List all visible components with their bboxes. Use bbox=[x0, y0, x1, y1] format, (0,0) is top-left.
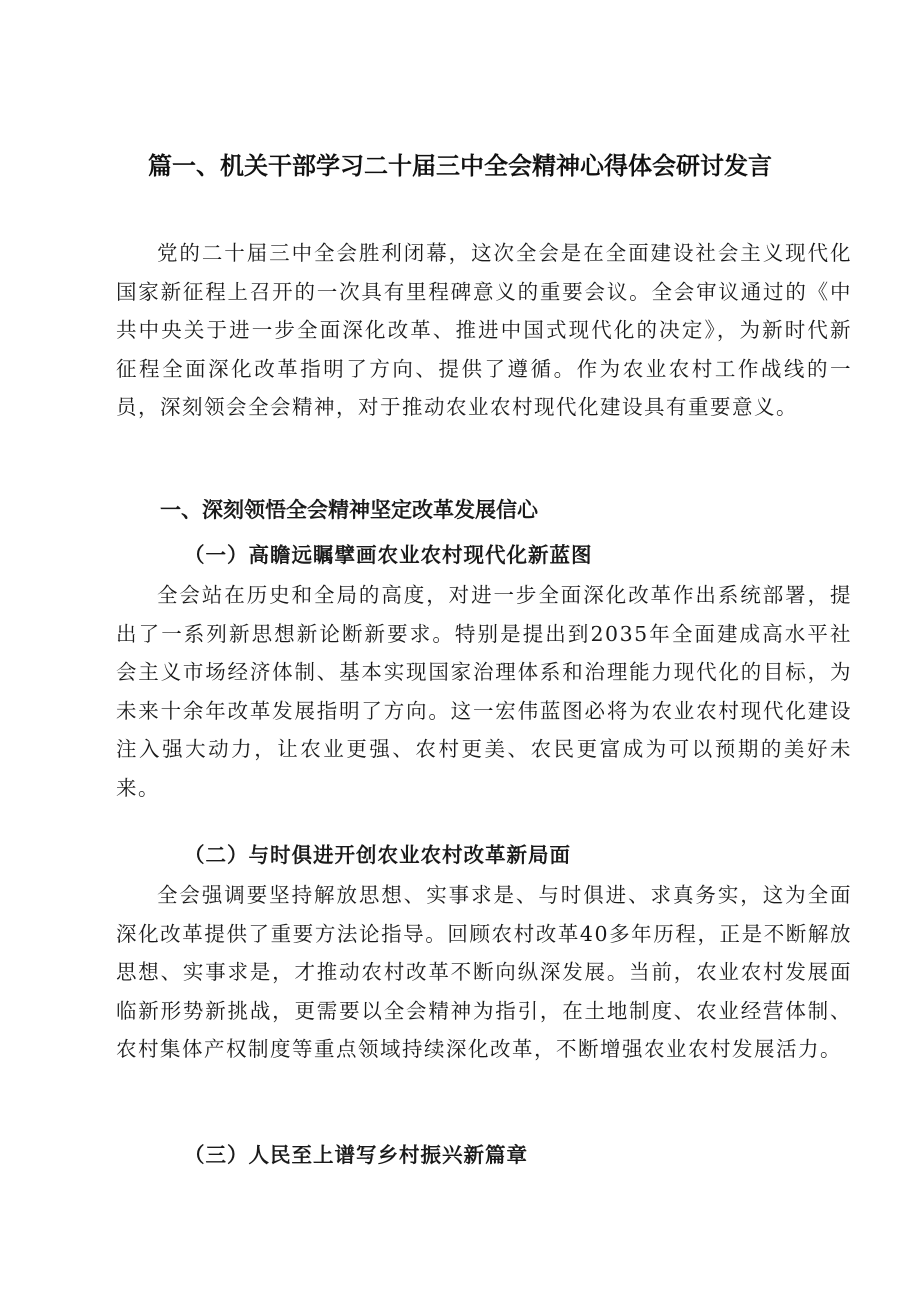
section-heading-1: 一、深刻领悟全会精神坚定改革发展信心 bbox=[160, 498, 538, 522]
subsection-heading-1: （一）高瞻远瞩擘画农业农村现代化新蓝图 bbox=[184, 543, 593, 567]
document-title: 篇一、机关干部学习二十届三中全会精神心得体会研讨发言 bbox=[148, 152, 772, 180]
subsection-heading-3: （三）人民至上谱写乡村振兴新篇章 bbox=[184, 1143, 528, 1167]
subsection-heading-2: （二）与时俱进开创农业农村改革新局面 bbox=[184, 843, 571, 867]
subsection-1-paragraph: 全会站在历史和全局的高度，对进一步全面深化改革作出系统部署，提出了一系列新思想新论断新要求。特别是提出到2035年全面建成高水平社会主义市场经济体制、基本实现国家治理体系和治理能力现代化的目标，为未来十余年改革发展指明了方向。这一宏伟蓝图必将为农业农村现代化建设注入强大动力，让农业更强、农村更美、农民更富成为可以预期的美好未来。 bbox=[116, 583, 852, 800]
intro-paragraph: 党的二十届三中全会胜利闭幕，这次全会是在全面建设社会主义现代化国家新征程上召开的一次具有里程碑意义的重要会议。全会审议通过的《中共中央关于进一步全面深化改革、推进中国式现代化的决定》，为新时代新征程全面深化改革指明了方向、提供了遵循。作为农业农村工作战线的一员，深刻领会全会精神，对于推动农业农村现代化建设具有重要意义。 bbox=[116, 241, 852, 419]
subsection-2-paragraph: 全会强调要坚持解放思想、实事求是、与时俱进、求真务实，这为全面深化改革提供了重要方法论指导。回顾农村改革40多年历程，正是不断解放思想、实事求是，才推动农村改革不断向纵深发展。当前，农业农村发展面临新形势新挑战，更需要以全会精神为指引，在土地制度、农业经营体制、农村集体产权制度等重点领域持续深化改革，不断增强农业农村发展活力。 bbox=[116, 883, 852, 1061]
